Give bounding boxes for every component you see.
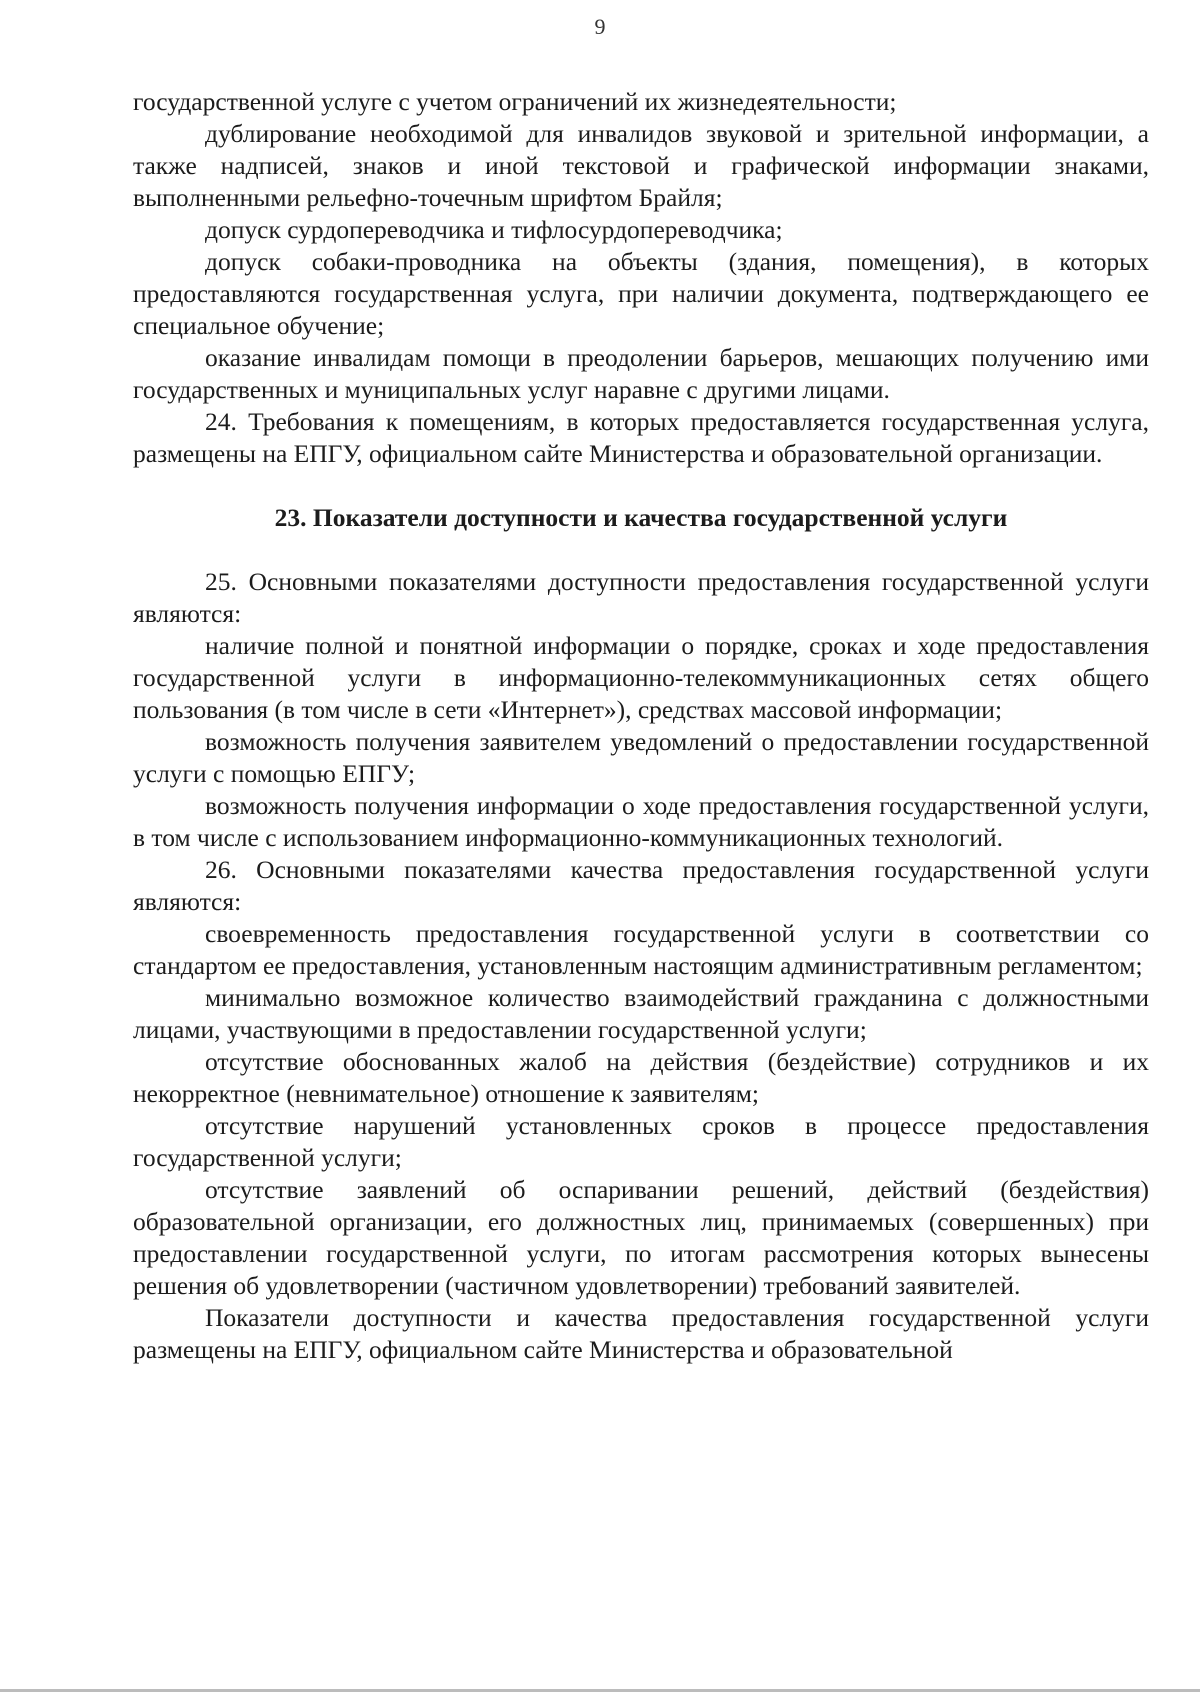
paragraph: государственной услуге с учетом ограничений их жизнедеятельности; <box>133 87 897 116</box>
paragraph: своевременность предоставления государственной услуги в соответствии со стандартом ее предоставления, установленным настоящим административным регламентом; <box>133 919 1149 980</box>
paragraph: отсутствие нарушений установленных сроков в процессе предоставления государственной услуги; <box>133 1111 1149 1172</box>
paragraph: Показатели доступности и качества предоставления государственной услуги размещены на ЕПГУ, официальном сайте Министерства и образовательной <box>133 1303 1149 1364</box>
document-body <box>133 86 1149 1366</box>
paragraph: минимально возможное количество взаимодействий гражданина с должностными лицами, участвующими в предоставлении государственной услуги; <box>133 983 1149 1044</box>
paragraph: дублирование необходимой для инвалидов звуковой и зрительной информации, а также надписей, знаков и иной текстовой и графической информации знаками, выполненными рельефно-точечным шрифтом Брайля; <box>133 119 1149 212</box>
scan-bottom-edge <box>0 1689 1200 1692</box>
page-number: 9 <box>594 14 606 39</box>
paragraph: возможность получения информации о ходе предоставления государственной услуги, в том числе с использованием информационно-коммуникационных технологий. <box>133 791 1149 852</box>
paragraph: 24. Требования к помещениям, в которых предоставляется государственная услуга, размещены на ЕПГУ, официальном сайте Министерства и образовательной организации. <box>133 407 1149 468</box>
paragraph: наличие полной и понятной информации о порядке, сроках и ходе предоставления государственной услуги в информационно-телекоммуникационных сетях общего пользования (в том числе в сети «Интернет»), средствах массовой информации; <box>133 631 1149 724</box>
paragraph: 26. Основными показателями качества предоставления государственной услуги являются: <box>133 855 1149 916</box>
paragraph: 25. Основными показателями доступности предоставления государственной услуги являются: <box>133 567 1149 628</box>
paragraph: отсутствие обоснованных жалоб на действия (бездействие) сотрудников и их некорректное (невнимательное) отношение к заявителям; <box>133 1047 1149 1108</box>
paragraph: возможность получения заявителем уведомлений о предоставлении государственной услуги с помощью ЕПГУ; <box>133 727 1149 788</box>
paragraph: отсутствие заявлений об оспаривании решений, действий (бездействия) образовательной организации, его должностных лиц, принимаемых (совершенных) при предоставлении государственной услуги, по итогам рассмотрения которых вынесены решения об удовлетворении (частичном удовлетворении) требований заявителей. <box>133 1175 1149 1300</box>
paragraph: оказание инвалидам помощи в преодолении барьеров, мешающих получению ими государственных и муниципальных услуг наравне с другими лицами. <box>133 343 1149 404</box>
paragraph: допуск сурдопереводчика и тифлосурдопереводчика; <box>205 215 783 244</box>
paragraph: допуск собаки-проводника на объекты (здания, помещения), в которых предоставляются государственная услуга, при наличии документа, подтверждающего ее специальное обучение; <box>133 247 1149 340</box>
section-heading: 23. Показатели доступности и качества государственной услуги <box>274 503 1008 532</box>
